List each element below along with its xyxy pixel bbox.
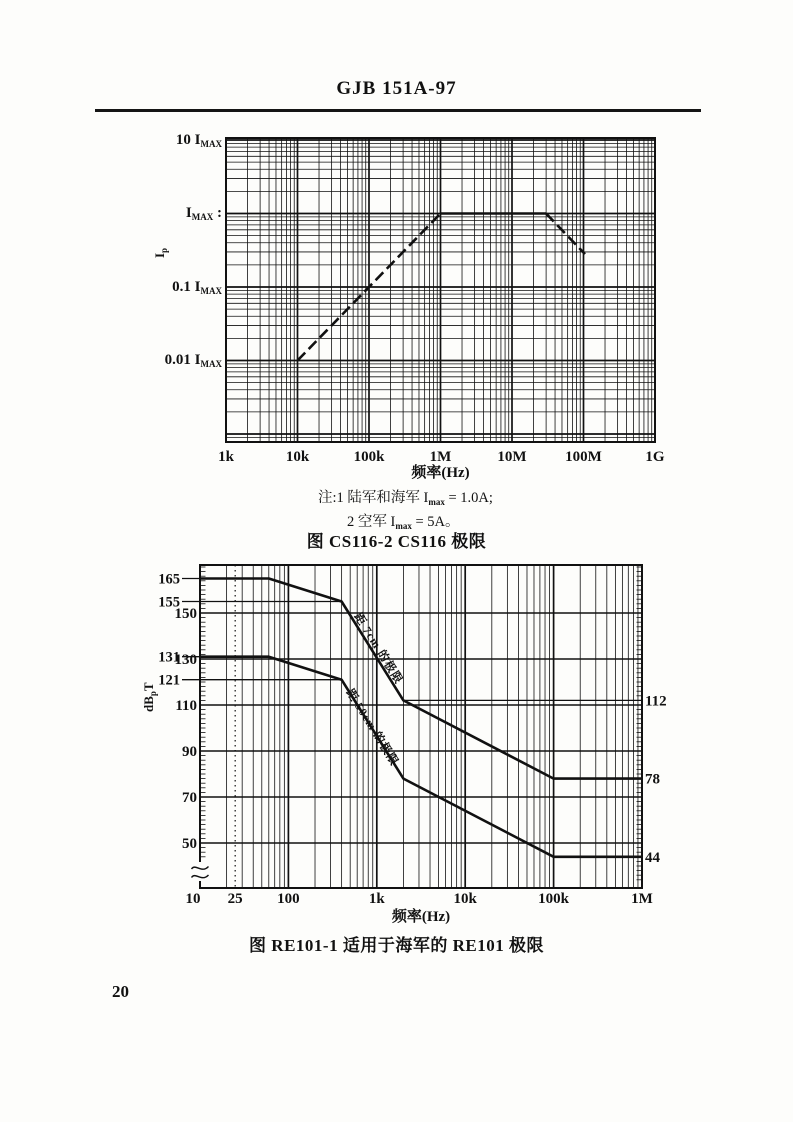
x-tick-label: 1k [368, 891, 385, 907]
note-text: = 1.0A; [444, 490, 493, 506]
y-tick-label [100, 278, 222, 300]
x-tick-label: 1M [631, 891, 653, 907]
limit-value-label: 121 [158, 672, 180, 689]
chart2-caption: 图 RE101-1 适用于海军的 RE101 极限 [249, 936, 544, 955]
limit-value-label: 112 [645, 693, 667, 710]
y-tick-label: 90 [182, 744, 197, 760]
x-tick-label: 100 [277, 891, 300, 907]
y-tick-label [100, 351, 222, 373]
x-tick-label: 1G [645, 449, 665, 465]
y-tick-post: : [213, 205, 222, 221]
y-tick-label: 150 [174, 606, 197, 622]
limit-value-label: 131 [158, 649, 180, 666]
y-tick-label: 50 [182, 836, 197, 852]
limit-value-label: 44 [645, 849, 660, 866]
page-number: 20 [112, 982, 129, 1001]
chart2-y-axis-title [141, 682, 158, 712]
note-text: 注:1 陆军和海军 I [318, 490, 429, 506]
x-tick-label: 10k [453, 891, 477, 907]
y-tick-label: 130 [174, 652, 197, 668]
header-rule [95, 109, 701, 112]
curve-annotation-limit-7cm: 距 7cm 的极限 [351, 611, 405, 687]
limit-value-label: 78 [645, 771, 660, 788]
note-text: = 5A。 [411, 514, 460, 530]
re101-limit-50cm-curve [200, 657, 642, 857]
y-tick-text: 0.01 I [164, 352, 201, 368]
x-tick-label: 100M [565, 449, 602, 465]
x-tick-label: 10 [185, 891, 201, 907]
x-tick-label: 1k [218, 449, 234, 465]
y-tick-sub: MAX [200, 359, 222, 369]
x-tick-label: 100k [353, 449, 385, 465]
ylabel-sub: p [159, 247, 169, 253]
curve-annotation-limit-50cm: 距 50cm 的极限 [343, 687, 401, 769]
y-tick-label: 110 [175, 698, 197, 714]
chart2-x-axis-title: 频率(Hz) [391, 909, 451, 925]
limit-value-label: 155 [158, 594, 180, 611]
chart1-caption: 图 CS116-2 CS116 极限 [306, 532, 487, 551]
note-sub: max [395, 521, 412, 531]
y-tick-text: 10 I [175, 132, 201, 148]
ylabel-text: I [152, 252, 167, 258]
ylabel-text: T [141, 682, 156, 692]
chart1-y-axis-title [152, 248, 169, 258]
y-tick-label: 70 [182, 790, 197, 806]
y-tick-sub: MAX [200, 286, 222, 296]
y-tick-label [100, 204, 222, 226]
x-tick-label: 1M [429, 449, 452, 465]
re101-limit-7cm-curve [200, 579, 642, 779]
x-tick-label: 25 [227, 891, 243, 907]
y-tick-sub: MAX [191, 212, 214, 222]
y-tick-label [100, 131, 222, 153]
y-tick-text: I [185, 205, 192, 221]
note-sub: max [428, 497, 445, 507]
limit-value-label: 165 [158, 571, 180, 588]
note-text: 2 空军 I [347, 514, 396, 530]
chart1-x-axis-title: 频率(Hz) [411, 465, 470, 481]
x-tick-label: 100k [538, 891, 570, 907]
chart1-note-1 [318, 486, 493, 507]
ylabel-sub: p [148, 691, 158, 697]
y-tick-sub: MAX [200, 139, 222, 149]
ylabel-text: dB [141, 696, 156, 712]
y-tick-text: 0.1 I [172, 279, 201, 295]
x-tick-label: 10M [497, 449, 527, 465]
page-title: GJB 151A-97 [336, 78, 457, 99]
x-tick-label: 10k [285, 449, 310, 465]
cs116-limit-curve [546, 214, 585, 255]
